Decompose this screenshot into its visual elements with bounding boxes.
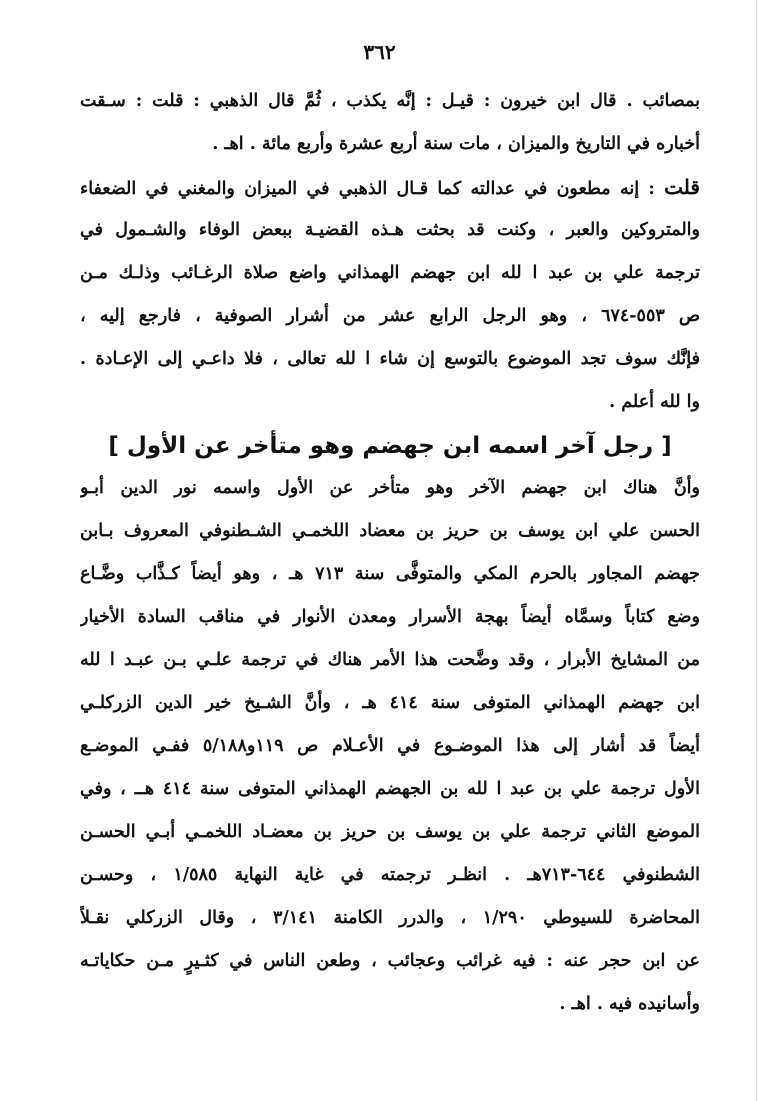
section-heading: [ رجل آخر اسمه ابن جهضم وهو متأخر عن الأول ]: [108, 433, 672, 459]
text-line: والمتروكين والعبر ، وكنت قد بحثت هـذه القضيـة ببعض الوفاء والشـمول في: [80, 220, 700, 240]
paragraph-3: [80, 467, 700, 1026]
text-line: الشطنوفي ٦٤٤-٧١٣هـ . انظـر ترجمته في غاية النهاية ١/٥٨٥ ، وحسـن: [80, 865, 700, 885]
text-line: ص ٥٥٣-٦٧٤ ، وهو الرجل الرابع عشر من أشرار الصوفية ، فارجع إليه ،: [80, 306, 700, 326]
text-line: ترجمة علي بن عبد ا لله ابن جهضم الهمذاني واضع صلاة الرغـائب وذلـك مـن: [80, 263, 700, 283]
text-line: بمصائب . قال ابن خيرون : قيـل : إنَّه يكذب ، ثُمَّ قال الذهبي : قلت : سـقت: [80, 91, 700, 111]
text-line: عن ابن حجر عنه : فيه غرائب وعجائب ، وطعن الناس في كثـيرٍ مـن حكاياتـه: [80, 951, 700, 971]
text-line: ابن جهضم الهمذاني المتوفى سنة ٤١٤ هـ ، وأنَّ الشـيخ خير الدين الزركلـي: [80, 693, 700, 713]
text-line: الأول ترجمة علي بن عبد ا لله بن الجهضم الهمذاني المتوفى سنة ٤١٤ هــ ، وفي: [80, 779, 700, 799]
text-line: الموضع الثاني ترجمة علي بن يوسف بن حريز بن معضـاد اللخمـي أبـي الحسـن: [80, 822, 700, 842]
text-line: من المشايخ الأبرار ، وقد وضَّحت هذا الأمر هناك في ترجمة علـي بـن عبـد ا لله: [80, 650, 700, 670]
text-line: أخباره في التاريخ والميزان ، مات سنة أربع عشرة وأربع مائة . اهـ .: [212, 134, 700, 154]
page-edge-divider: [756, 0, 757, 1101]
text-line-rest: : إنه مطعون في عدالته كما قـال الذهبي في الميزان والمغني في الضعفاء: [80, 179, 665, 199]
text-line: وأنَّ هناك ابن جهضم الآخر وهو متأخر عن الأول واسمه نور الدين أبـو: [80, 478, 700, 498]
text-line: وضع كتاباً وسمَّاه أيضاً بهجة الأسرار ومعدن الأنوار في مناقب السادة الأخيار: [80, 607, 700, 627]
page-number: ٣٦٢: [363, 40, 396, 64]
paragraph-lead-word: قلت: [664, 175, 700, 199]
text-line: [80, 166, 700, 209]
text-line: المحاضرة للسيوطي ١/٢٩٠ ، والدرر الكامنة ٣/١٤١ ، وقال الزركلي نقـلاً: [80, 908, 700, 928]
text-line: وأسانيده فيه . اهـ .: [559, 994, 700, 1014]
text-line: الحسن علي ابن يوسف بن حريز بن معضاد اللخمـي الشـطنوفي المعروف بـابن: [80, 521, 700, 541]
paragraph-2: [80, 166, 700, 424]
text-line: أيضاً قد أشار إلى هذا الموضـوع في الأعـلام ص ١١٩و٥/١٨٨ ففـي الموضـع: [80, 736, 700, 756]
paragraph-1: [80, 80, 700, 166]
text-line: فإنَّك سوف تجد الموضوع بالتوسع إن شاء ا لله تعالى ، فلا داعـي إلى الإعـادة .: [80, 349, 700, 369]
text-line: جهضم المجاور بالحرم المكي والمتوفَّى سنة ٧١٣ هـ ، وهو أيضاً كـذَّاب وضَّـاع: [80, 564, 700, 584]
text-line: وا لله أعلم .: [609, 392, 700, 412]
